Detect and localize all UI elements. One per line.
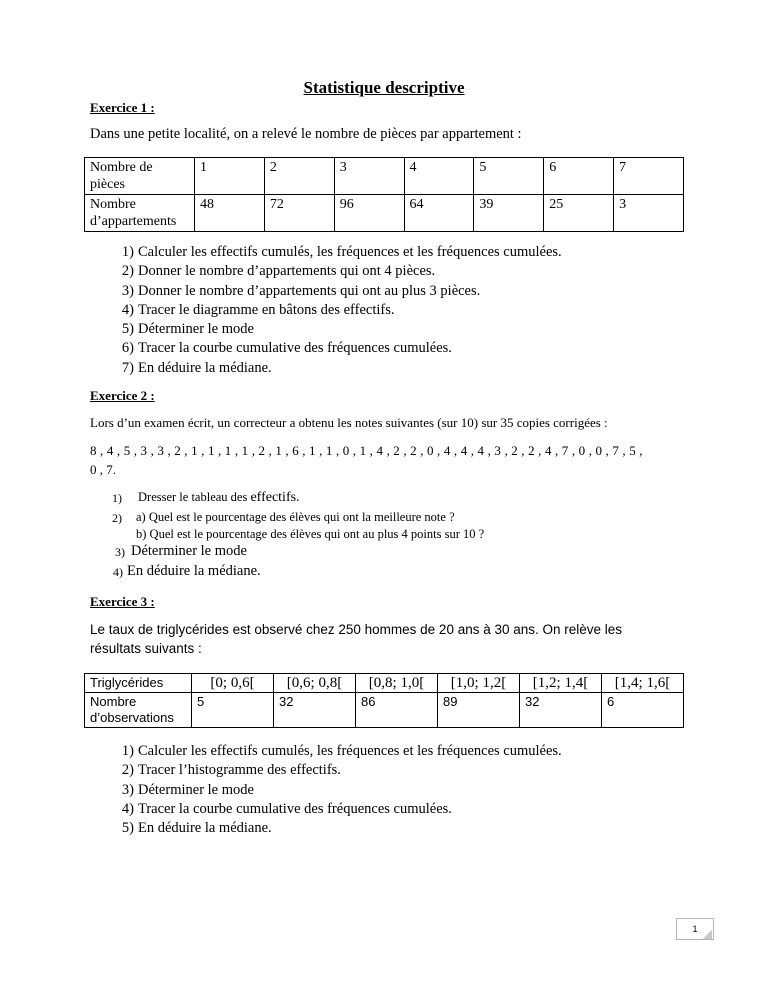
page-curl-icon	[702, 930, 712, 939]
table-cell: [0,8; 1,0[	[356, 674, 438, 693]
table-cell: 2	[264, 158, 334, 195]
table-cell: 3	[334, 158, 404, 195]
list-item: 6) Tracer la courbe cumulative des fréquences cumulées.	[121, 340, 452, 357]
list-item: 5) En déduire la médiane.	[121, 820, 272, 837]
list-item: 7) En déduire la médiane.	[121, 359, 272, 376]
table-cell: 6	[544, 158, 614, 195]
table-cell: 32	[520, 693, 602, 728]
table-cell: 32	[274, 693, 356, 728]
exercise-2-q3-number: 3)	[115, 545, 125, 559]
table-row	[85, 158, 684, 195]
page-title: Statistique descriptive	[303, 78, 465, 97]
exercise-1-table	[84, 157, 684, 232]
table-cell: [1,2; 1,4[	[520, 674, 602, 693]
exercise-2-q2-number: 2)	[112, 511, 122, 525]
table-cell: [0; 0,6[	[192, 674, 274, 693]
table-row	[85, 195, 684, 232]
exercise-2-q3: Déterminer le mode	[131, 543, 247, 559]
table-row	[85, 693, 684, 728]
table-cell: 96	[334, 195, 404, 232]
exercise-1-questions	[121, 243, 562, 378]
list-item: 4) Tracer la courbe cumulative des fréquences cumulées.	[121, 800, 452, 817]
exercise-3-table	[84, 673, 684, 728]
page-number: 1	[676, 918, 714, 940]
table-cell: 48	[195, 195, 265, 232]
list-item: 5) Déterminer le mode	[121, 321, 254, 338]
exercise-2-data-end: 0 , 7.	[90, 462, 116, 477]
table-cell: 3	[614, 195, 684, 232]
exercise-2-q2a: a) Quel est le pourcentage des élèves qui ont la meilleure note ?	[136, 510, 455, 524]
exercise-3-questions	[121, 742, 562, 838]
exercise-2-q4-number: 4)	[113, 565, 123, 579]
list-item: 4) Tracer le diagramme en bâtons des effectifs.	[121, 301, 395, 318]
exercise-3-intro: Le taux de triglycérides est observé chez 250 hommes de 20 ans à 30 ans. On relève les	[90, 622, 623, 637]
list-item: 1) Calculer les effectifs cumulés, les fréquences et les fréquences cumulées.	[121, 244, 562, 260]
table-cell: 64	[404, 195, 474, 232]
table-cell: 6	[602, 693, 684, 728]
exercise-2-data: 8 , 4 , 5 , 3 , 3 , 2 , 1 , 1 , 1 , 1 , 2 , 1 , 6 , 1 , 1 , 0 , 1 , 4 , 2 , 2 , 0 , 4 , 4 , 4 , 3 , 2 , 2 , 4 , 7 , 0 , 0 , 7 , 5 ,	[90, 443, 643, 458]
table-cell: [1,4; 1,6[	[602, 674, 684, 693]
list-item: 3) Donner le nombre d’appartements qui ont au plus 3 pièces.	[121, 282, 481, 299]
list-item: 2) Donner le nombre d’appartements qui ont 4 pièces.	[121, 263, 436, 280]
table-cell: 4	[404, 158, 474, 195]
table-cell: 89	[438, 693, 520, 728]
table-row-label: Triglycérides	[85, 674, 192, 693]
table-cell: [1,0; 1,2[	[438, 674, 520, 693]
list-item: 1) Calculer les effectifs cumulés, les fréquences et les fréquences cumulées.	[121, 743, 562, 759]
table-cell: 86	[356, 693, 438, 728]
table-cell: 39	[474, 195, 544, 232]
list-item: 3) Déterminer le mode	[121, 781, 254, 798]
exercise-2-heading: Exercice 2 :	[90, 388, 155, 403]
exercise-2-q1-number: 1)	[112, 491, 122, 505]
table-cell: 72	[264, 195, 334, 232]
table-cell: 1	[195, 158, 265, 195]
exercise-2-intro: Lors d’un examen écrit, un correcteur a obtenu les notes suivantes (sur 10) sur 35 copies corrigées :	[90, 415, 608, 430]
exercise-2-q4: En déduire la médiane.	[127, 563, 261, 579]
exercise-1-heading: Exercice 1 :	[90, 100, 155, 115]
table-cell: 25	[544, 195, 614, 232]
table-cell: 5	[192, 693, 274, 728]
table-row-label: Nombre d’appartements	[85, 195, 195, 232]
exercise-2-q1: Dresser le tableau des effectifs.	[138, 490, 300, 505]
exercise-3-heading: Exercice 3 :	[90, 594, 155, 609]
table-row	[85, 674, 684, 693]
exercise-3-intro-end: résultats suivants :	[90, 641, 202, 656]
table-row-label: Nombre de pièces	[85, 158, 195, 195]
list-item: 2) Tracer l’histogramme des effectifs.	[121, 762, 341, 779]
table-row-label: Nombre d’observations	[85, 693, 192, 728]
exercise-1-intro: Dans une petite localité, on a relevé le nombre de pièces par appartement :	[90, 126, 522, 142]
table-cell: 7	[614, 158, 684, 195]
table-cell: [0,6; 0,8[	[274, 674, 356, 693]
exercise-2-q2b: b) Quel est le pourcentage des élèves qui ont au plus 4 points sur 10 ?	[136, 527, 485, 541]
table-cell: 5	[474, 158, 544, 195]
